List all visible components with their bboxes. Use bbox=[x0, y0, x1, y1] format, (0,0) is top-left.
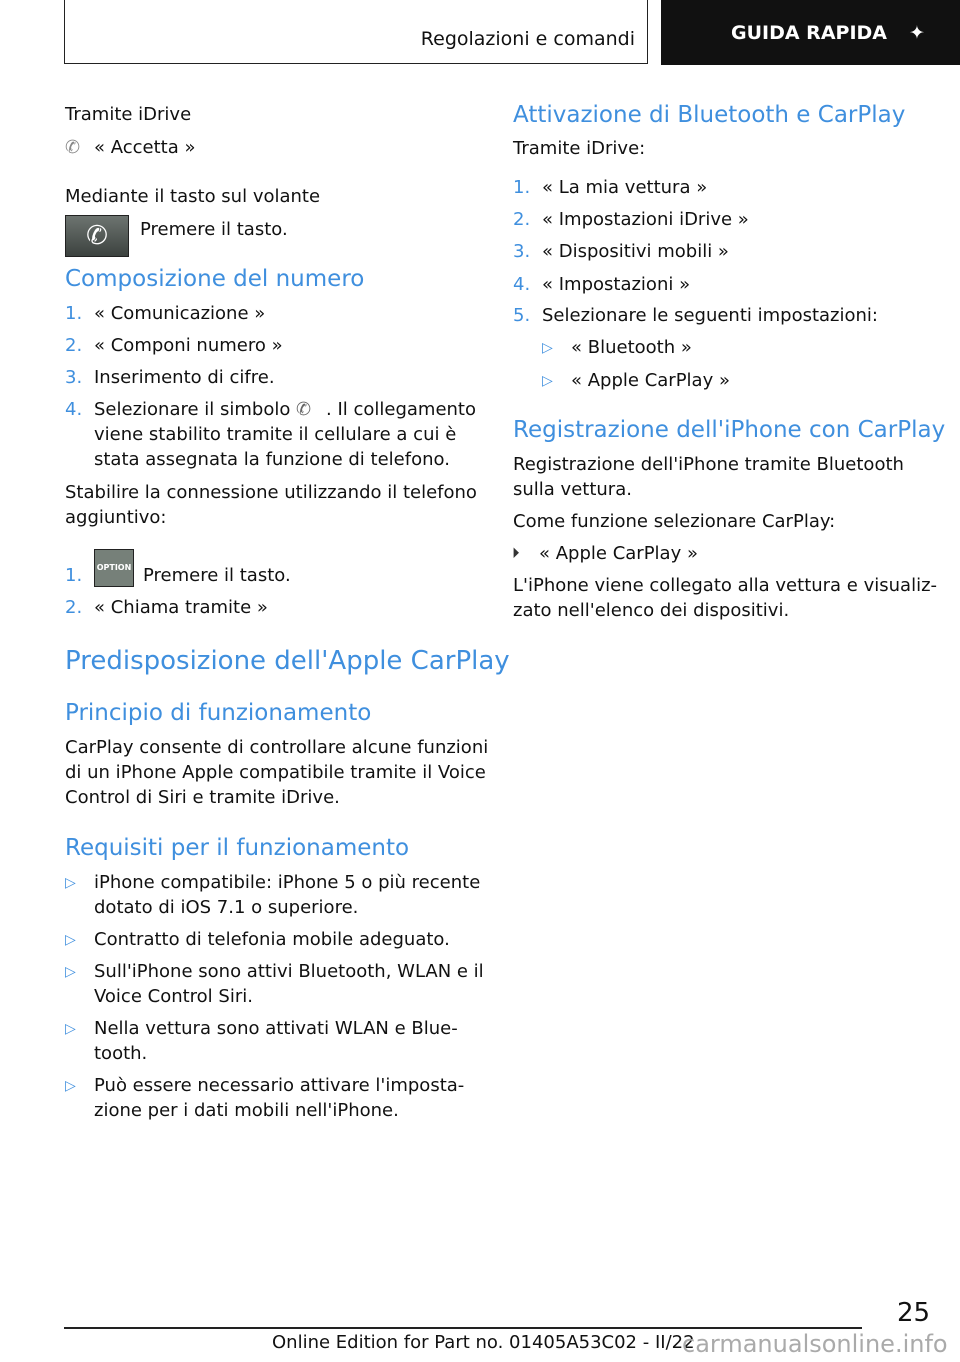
quick-guide-tab[interactable] bbox=[661, 0, 960, 65]
step-number: 1. bbox=[65, 565, 83, 586]
press-key-text: Premere il tasto. bbox=[140, 219, 288, 240]
watermark: carmanualsonline.info bbox=[682, 1330, 948, 1358]
extra-step: Premere il tasto. bbox=[143, 565, 291, 586]
section-title: Regolazioni e comandi bbox=[420, 28, 635, 50]
quick-guide-label: GUIDA RAPIDA bbox=[731, 21, 887, 44]
principle-title: Principio di funzionamento bbox=[65, 700, 372, 726]
registration-title: Registrazione dell'iPhone con CarPlay bbox=[513, 417, 946, 443]
bullet-icon: ▷ bbox=[65, 1021, 76, 1037]
phone-symbol-icon: ✆ bbox=[296, 399, 312, 420]
compose-step: viene stabilito tramite il cellulare a cui è bbox=[94, 424, 457, 445]
idrive-label: Tramite iDrive bbox=[65, 104, 192, 125]
step-number: 5. bbox=[513, 305, 531, 326]
bluetooth-title: Attivazione di Bluetooth e CarPlay bbox=[513, 102, 906, 128]
body-text: Control di Siri e tramite iDrive. bbox=[65, 787, 340, 808]
req-item: Contratto di telefonia mobile adeguato. bbox=[94, 929, 450, 950]
req-item: Può essere necessario attivare l'imposta- bbox=[94, 1075, 465, 1096]
bt-step: « Dispositivi mobili » bbox=[542, 241, 729, 262]
bt-step: « La mia vettura » bbox=[542, 177, 708, 198]
bt-step: « Impostazioni iDrive » bbox=[542, 209, 749, 230]
compose-step: Inserimento di cifre. bbox=[94, 367, 275, 388]
req-item: tooth. bbox=[94, 1043, 148, 1064]
step-number: 3. bbox=[65, 367, 83, 388]
bt-step: « Impostazioni » bbox=[542, 274, 691, 295]
body-text: L'iPhone viene collegato alla vettura e visualiz- bbox=[513, 575, 938, 596]
carplay-item: « Apple CarPlay » bbox=[539, 543, 698, 564]
body-text: Registrazione dell'iPhone tramite Bluetooth bbox=[513, 454, 904, 475]
req-item: dotato di iOS 7.1 o superiore. bbox=[94, 897, 359, 918]
body-text: Stabilire la connessione utilizzando il telefono bbox=[65, 482, 477, 503]
idrive-label: Tramite iDrive: bbox=[513, 138, 646, 159]
compose-step: . Il collegamento bbox=[326, 399, 477, 420]
req-item: zione per i dati mobili nell'iPhone. bbox=[94, 1100, 399, 1121]
req-item: Sull'iPhone sono attivi Bluetooth, WLAN e il bbox=[94, 961, 484, 982]
bullet-icon: ▷ bbox=[542, 373, 553, 389]
compose-title: Composizione del numero bbox=[65, 266, 365, 292]
sub-item: « Apple CarPlay » bbox=[571, 370, 730, 391]
step-number: 1. bbox=[65, 303, 83, 324]
play-icon: ⏵ bbox=[512, 544, 520, 562]
step-number: 2. bbox=[65, 335, 83, 356]
step-number: 3. bbox=[513, 241, 531, 262]
phone-accept-icon: ✆ bbox=[65, 137, 81, 158]
compose-step: Selezionare il simbolo bbox=[94, 399, 291, 420]
step-number: 4. bbox=[513, 274, 531, 295]
req-item: iPhone compatibile: iPhone 5 o più recente bbox=[94, 872, 481, 893]
bullet-icon: ▷ bbox=[65, 875, 76, 891]
sub-item: « Bluetooth » bbox=[571, 337, 692, 358]
compose-step: « Componi numero » bbox=[94, 335, 283, 356]
step-number: 2. bbox=[65, 597, 83, 618]
bullet-icon: ▷ bbox=[65, 1078, 76, 1094]
accept-item: « Accetta » bbox=[94, 137, 196, 158]
bullet-icon: ▷ bbox=[65, 932, 76, 948]
compose-step: stata assegnata la funzione di telefono. bbox=[94, 449, 450, 470]
carplay-title: Predisposizione dell'Apple CarPlay bbox=[65, 646, 510, 676]
body-text: Come funzione selezionare CarPlay: bbox=[513, 511, 836, 532]
req-item: Voice Control Siri. bbox=[94, 986, 253, 1007]
body-text: di un iPhone Apple compatibile tramite il Voice bbox=[65, 762, 486, 783]
body-text: sulla vettura. bbox=[513, 479, 632, 500]
footer-divider bbox=[64, 1327, 862, 1329]
page-number: 25 bbox=[897, 1298, 931, 1328]
compose-step: « Comunicazione » bbox=[94, 303, 266, 324]
pin-icon: ✦ bbox=[909, 21, 925, 44]
step-number: 1. bbox=[513, 177, 531, 198]
bullet-icon: ▷ bbox=[542, 340, 553, 356]
body-text: CarPlay consente di controllare alcune funzioni bbox=[65, 737, 489, 758]
requirements-title: Requisiti per il funzionamento bbox=[65, 835, 410, 861]
body-text: aggiuntivo: bbox=[65, 507, 167, 528]
wheel-label: Mediante il tasto sul volante bbox=[65, 186, 321, 207]
step-number: 2. bbox=[513, 209, 531, 230]
step-number: 4. bbox=[65, 399, 83, 420]
extra-step: « Chiama tramite » bbox=[94, 597, 268, 618]
bullet-icon: ▷ bbox=[65, 964, 76, 980]
req-item: Nella vettura sono attivati WLAN e Blue- bbox=[94, 1018, 458, 1039]
option-key-icon: OPTION bbox=[94, 549, 134, 587]
bt-step: Selezionare le seguenti impostazioni: bbox=[542, 305, 878, 326]
edition-text: Online Edition for Part no. 01405A53C02 - II/22 bbox=[272, 1332, 695, 1353]
phone-key-icon: ✆ bbox=[65, 215, 129, 257]
body-text: zato nell'elenco dei dispositivi. bbox=[513, 600, 790, 621]
